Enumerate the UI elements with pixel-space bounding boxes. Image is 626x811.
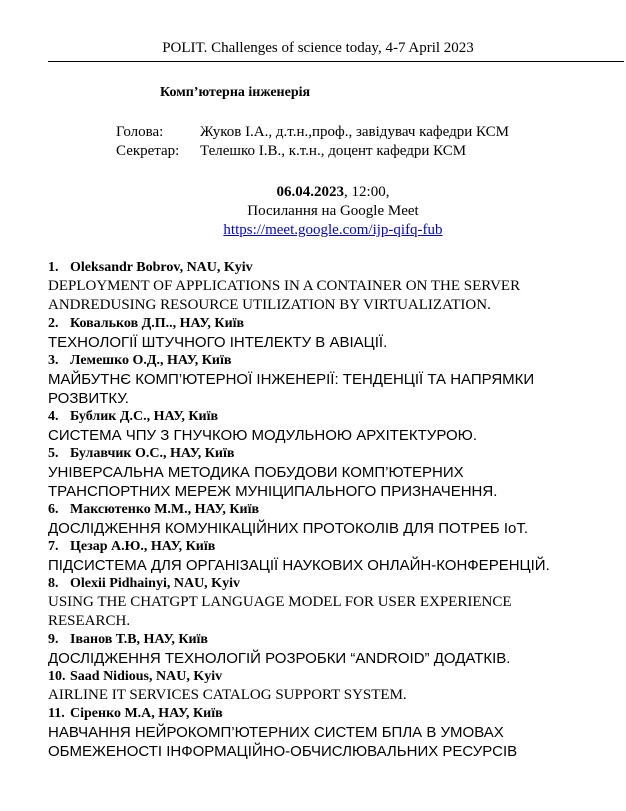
session-date: 06.04.2023 [276, 184, 345, 200]
item-author: Ковальков Д.П.., НАУ, Київ [70, 316, 245, 331]
item-title: USING THE CHATGPT LANGUAGE MODEL FOR USER EXPERIENCE [48, 594, 512, 610]
item-author-line [48, 408, 624, 426]
item-author-line [48, 315, 624, 333]
item-number: 8. [48, 576, 59, 591]
item-author: Булавчик О.С., НАУ, Київ [70, 446, 235, 461]
session-time: , 12:00, [344, 184, 390, 200]
item-title: УНІВЕРСАЛЬНА МЕТОДИКА ПОБУДОВИ КОМП’ЮТЕРНИХ [48, 464, 464, 481]
item-author-line [48, 501, 624, 519]
session-link-label: Посилання на Google Meet [247, 203, 419, 219]
item-title: СИСТЕМА ЧПУ З ГНУЧКОЮ МОДУЛЬНОЮ АРХІТЕКТУРОЮ. [48, 427, 477, 444]
item-author-line [48, 445, 624, 463]
item-author-line [48, 705, 624, 723]
item-title: DEPLOYMENT OF APPLICATIONS IN A CONTAINER ON THE SERVER [48, 278, 521, 294]
item-title: МАЙБУТНЄ КОМП’ЮТЕРНОЇ ІНЖЕНЕРІЇ: ТЕНДЕНЦІЇ ТА НАПРЯМКИ [48, 371, 535, 388]
list-item [48, 538, 624, 575]
section-title: Комп’ютерна інженерія [160, 85, 311, 100]
list-item [48, 445, 624, 501]
item-author-line [48, 575, 624, 593]
item-author: Максютенко М.М., НАУ, Київ [70, 502, 260, 517]
item-number: 10. [48, 669, 66, 684]
item-author-line [48, 259, 624, 277]
item-title: ANDREDUSING RESOURCE UTILIZATION BY VIRTUALIZATION. [48, 297, 491, 313]
item-title: RESEARCH. [48, 613, 131, 629]
presentation-list [48, 259, 624, 761]
item-author: Oleksandr Bobrov, NAU, Kyiv [70, 260, 253, 275]
list-item [48, 501, 624, 538]
item-number: 5. [48, 446, 59, 461]
item-number: 1. [48, 260, 59, 275]
item-title: НАВЧАННЯ НЕЙРОКОМП’ЮТЕРНИХ СИСТЕМ БПЛА В УМОВАХ [48, 724, 504, 741]
item-title: AIRLINE IT SERVICES CATALOG SUPPORT SYSTEM. [48, 687, 407, 703]
item-number: 7. [48, 539, 59, 554]
item-author: Сіренко М.А, НАУ, Київ [70, 706, 223, 721]
item-author-line [48, 668, 624, 686]
list-item [48, 631, 624, 668]
item-number: 6. [48, 502, 59, 517]
item-title: ДОСЛІДЖЕННЯ ТЕХНОЛОГІЙ РОЗРОБКИ “ANDROID” ДОДАТКІВ. [48, 650, 511, 667]
session-link-row [48, 222, 618, 239]
secretary-value: Телешко І.В., к.т.н., доцент кафедри КСМ [200, 143, 467, 159]
secretary-label: Секретар: [116, 143, 180, 159]
list-item [48, 315, 624, 352]
item-author-line [48, 352, 624, 370]
chair-label: Голова: [116, 124, 164, 140]
item-author: Бублик Д.С., НАУ, Київ [70, 409, 219, 424]
item-author: Цезар А.Ю., НАУ, Київ [70, 539, 216, 554]
list-item [48, 668, 624, 705]
chair-value: Жуков І.А., д.т.н.,проф., завідувач кафедри КСМ [200, 124, 509, 140]
item-number: 4. [48, 409, 59, 424]
list-item [48, 705, 624, 761]
item-number: 9. [48, 632, 59, 647]
item-title: ДОСЛІДЖЕННЯ КОМУНІКАЦІЙНИХ ПРОТОКОЛІВ ДЛЯ ПОТРЕБ IoT. [48, 520, 529, 537]
google-meet-link[interactable]: https://meet.google.com/ijp-qifq-fub [223, 222, 443, 238]
item-title: ПІДСИСТЕМА ДЛЯ ОРГАНІЗАЦІЇ НАУКОВИХ ОНЛАЙН-КОНФЕРЕНЦІЙ. [48, 557, 550, 574]
item-title: ТРАНСПОРТНИХ МЕРЕЖ МУНІЦИПАЛЬНОГО ПРИЗНАЧЕННЯ. [48, 483, 498, 500]
item-author-line [48, 538, 624, 556]
item-author-line [48, 631, 624, 649]
item-author: Лемешко О.Д., НАУ, Київ [70, 353, 232, 368]
item-number: 3. [48, 353, 59, 368]
list-item [48, 259, 624, 315]
session-datetime [48, 184, 618, 201]
item-number: 11. [48, 706, 65, 721]
item-number: 2. [48, 316, 59, 331]
item-author: Olexii Pidhainyi, NAU, Kyiv [70, 576, 240, 591]
item-title: РОЗВИТКУ. [48, 390, 129, 407]
item-title: ОБМЕЖЕНОСТІ ІНФОРМАЦІЙНО-ОБЧИСЛЮВАЛЬНИХ РЕСУРСІВ [48, 743, 518, 760]
item-author: Saad Nidious, NAU, Kyiv [70, 669, 223, 684]
header-divider [48, 61, 624, 62]
list-item [48, 408, 624, 445]
list-item [48, 352, 624, 408]
list-item [48, 575, 624, 631]
item-title: ТЕХНОЛОГІЇ ШТУЧНОГО ІНТЕЛЕКТУ В АВІАЦІЇ. [48, 334, 388, 351]
running-header: POLIT. Challenges of science today, 4-7 April 2023 [162, 40, 474, 56]
item-author: Іванов Т.В, НАУ, Київ [70, 632, 208, 647]
